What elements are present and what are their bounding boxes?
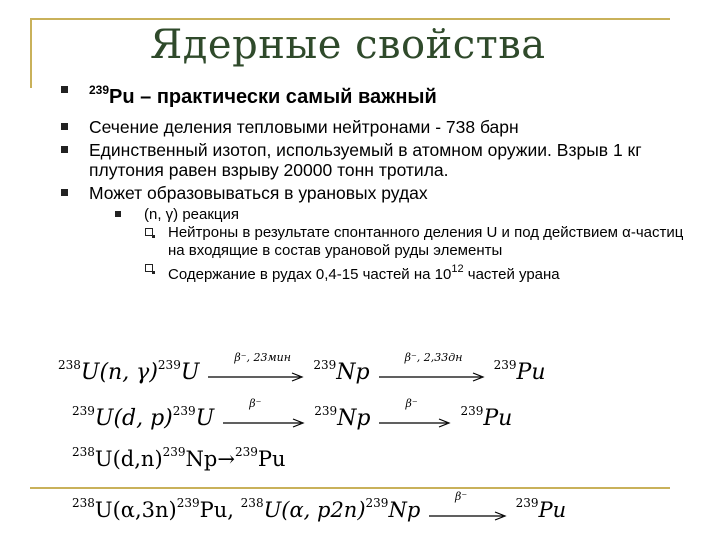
mass-number: 238 — [72, 496, 95, 510]
mass-number: 239 — [162, 445, 186, 459]
arrow-label: β⁻ — [249, 397, 262, 410]
bullet-square-icon — [61, 189, 68, 196]
mass-number: 239 — [313, 358, 337, 372]
reaction-text: U(α, p2n) — [263, 498, 366, 522]
mass-number: 239 — [72, 404, 95, 418]
mass-number: 239 — [89, 83, 110, 97]
arrow-icon — [377, 397, 453, 431]
bullet-text: Единственный изотоп, используемый в атомном оружии. Взрыв 1 кг плутония равен взрыву 20000 тонн тротила. — [89, 140, 642, 180]
bullet-square-icon — [61, 86, 68, 93]
reaction-text: U(α,3n) — [94, 498, 177, 522]
mass-number: 239 — [157, 358, 181, 372]
bullet-square-icon — [61, 123, 68, 130]
checkbox-bullet-icon — [145, 228, 153, 236]
sub-sub-item-text-end: частей урана — [463, 266, 560, 283]
equation-1 — [58, 351, 546, 385]
sub-sub-item-text: Содержание в рудах 0,4-15 частей на 10 — [168, 266, 452, 283]
nuclide-text: Pu — [538, 498, 567, 522]
bullet-text: Может образовываться в урановых рудах — [89, 183, 428, 203]
bullet-list — [55, 80, 695, 284]
arrow-icon — [221, 397, 307, 431]
bullet-square-icon — [61, 146, 68, 153]
arrow-icon — [377, 351, 487, 385]
nuclide-text: Np — [336, 360, 370, 385]
equation-4 — [72, 489, 567, 524]
arrow-icon — [427, 489, 509, 524]
equation-2 — [72, 397, 513, 431]
mass-number: 239 — [234, 445, 258, 459]
mass-number: 239 — [515, 496, 539, 510]
equation-3 — [72, 445, 286, 471]
left-border-line — [30, 18, 32, 88]
mass-number: 239 — [365, 496, 389, 510]
nuclide-text: U — [195, 406, 215, 431]
bullet-item-weapon — [55, 140, 695, 180]
slide-title: Ядерные свойства — [150, 22, 546, 68]
nuclide-text: U — [180, 360, 200, 385]
mass-number: 238 — [72, 445, 95, 459]
bullet-item-pu — [55, 80, 695, 107]
reaction-text: U(d, p) — [94, 406, 173, 431]
nuclide-text: Pu — [257, 447, 286, 471]
arrow-label: β⁻ — [405, 397, 418, 410]
mass-number: 239 — [176, 496, 200, 510]
reaction-text: U(d,n) — [94, 447, 163, 471]
sub-sub-item-neutrons — [55, 224, 695, 260]
reaction-text: U(n, γ) — [80, 360, 158, 385]
nuclide-text: Np — [337, 406, 371, 431]
sub-item-reaction — [55, 206, 695, 224]
arrow-label: β⁻ — [454, 489, 468, 503]
mass-number: 238 — [240, 496, 264, 510]
arrow-icon: → — [217, 447, 235, 471]
bullet-item-cross-section — [55, 117, 695, 137]
mass-number: 239 — [172, 404, 196, 418]
exponent: 12 — [451, 263, 464, 275]
checkbox-bullet-icon — [145, 264, 153, 272]
arrow-label: β⁻, 23мин — [234, 351, 291, 364]
nuclide-text: Pu — [483, 406, 513, 431]
mass-number: 239 — [314, 404, 338, 418]
sub-sub-item-text: Нейтроны в результате спонтанного деления U и под действием α-частиц на входящие в состав урановой руды элементы — [168, 224, 684, 259]
bullet-text: Сечение деления тепловыми нейтронами - 738 барн — [89, 117, 519, 137]
bottom-divider-line — [30, 487, 670, 489]
mass-number: 239 — [460, 404, 484, 418]
nuclide-text: Np — [185, 447, 218, 471]
nuclide-text: Pu, — [199, 498, 234, 522]
bullet-square-icon — [115, 211, 121, 217]
bullet-item-ores — [55, 183, 695, 203]
nuclide-text: Np — [388, 498, 421, 522]
bullet-text: Pu – практически самый важный — [109, 86, 437, 108]
nuclide-text: Pu — [516, 360, 546, 385]
sub-sub-item-content — [55, 260, 695, 284]
mass-number: 238 — [58, 358, 81, 372]
arrow-label: β⁻, 2,33дн — [404, 351, 463, 364]
top-border-line — [30, 18, 670, 20]
sub-item-text: (n, γ) реакция — [144, 206, 240, 223]
arrow-icon — [206, 351, 306, 385]
mass-number: 239 — [493, 358, 517, 372]
